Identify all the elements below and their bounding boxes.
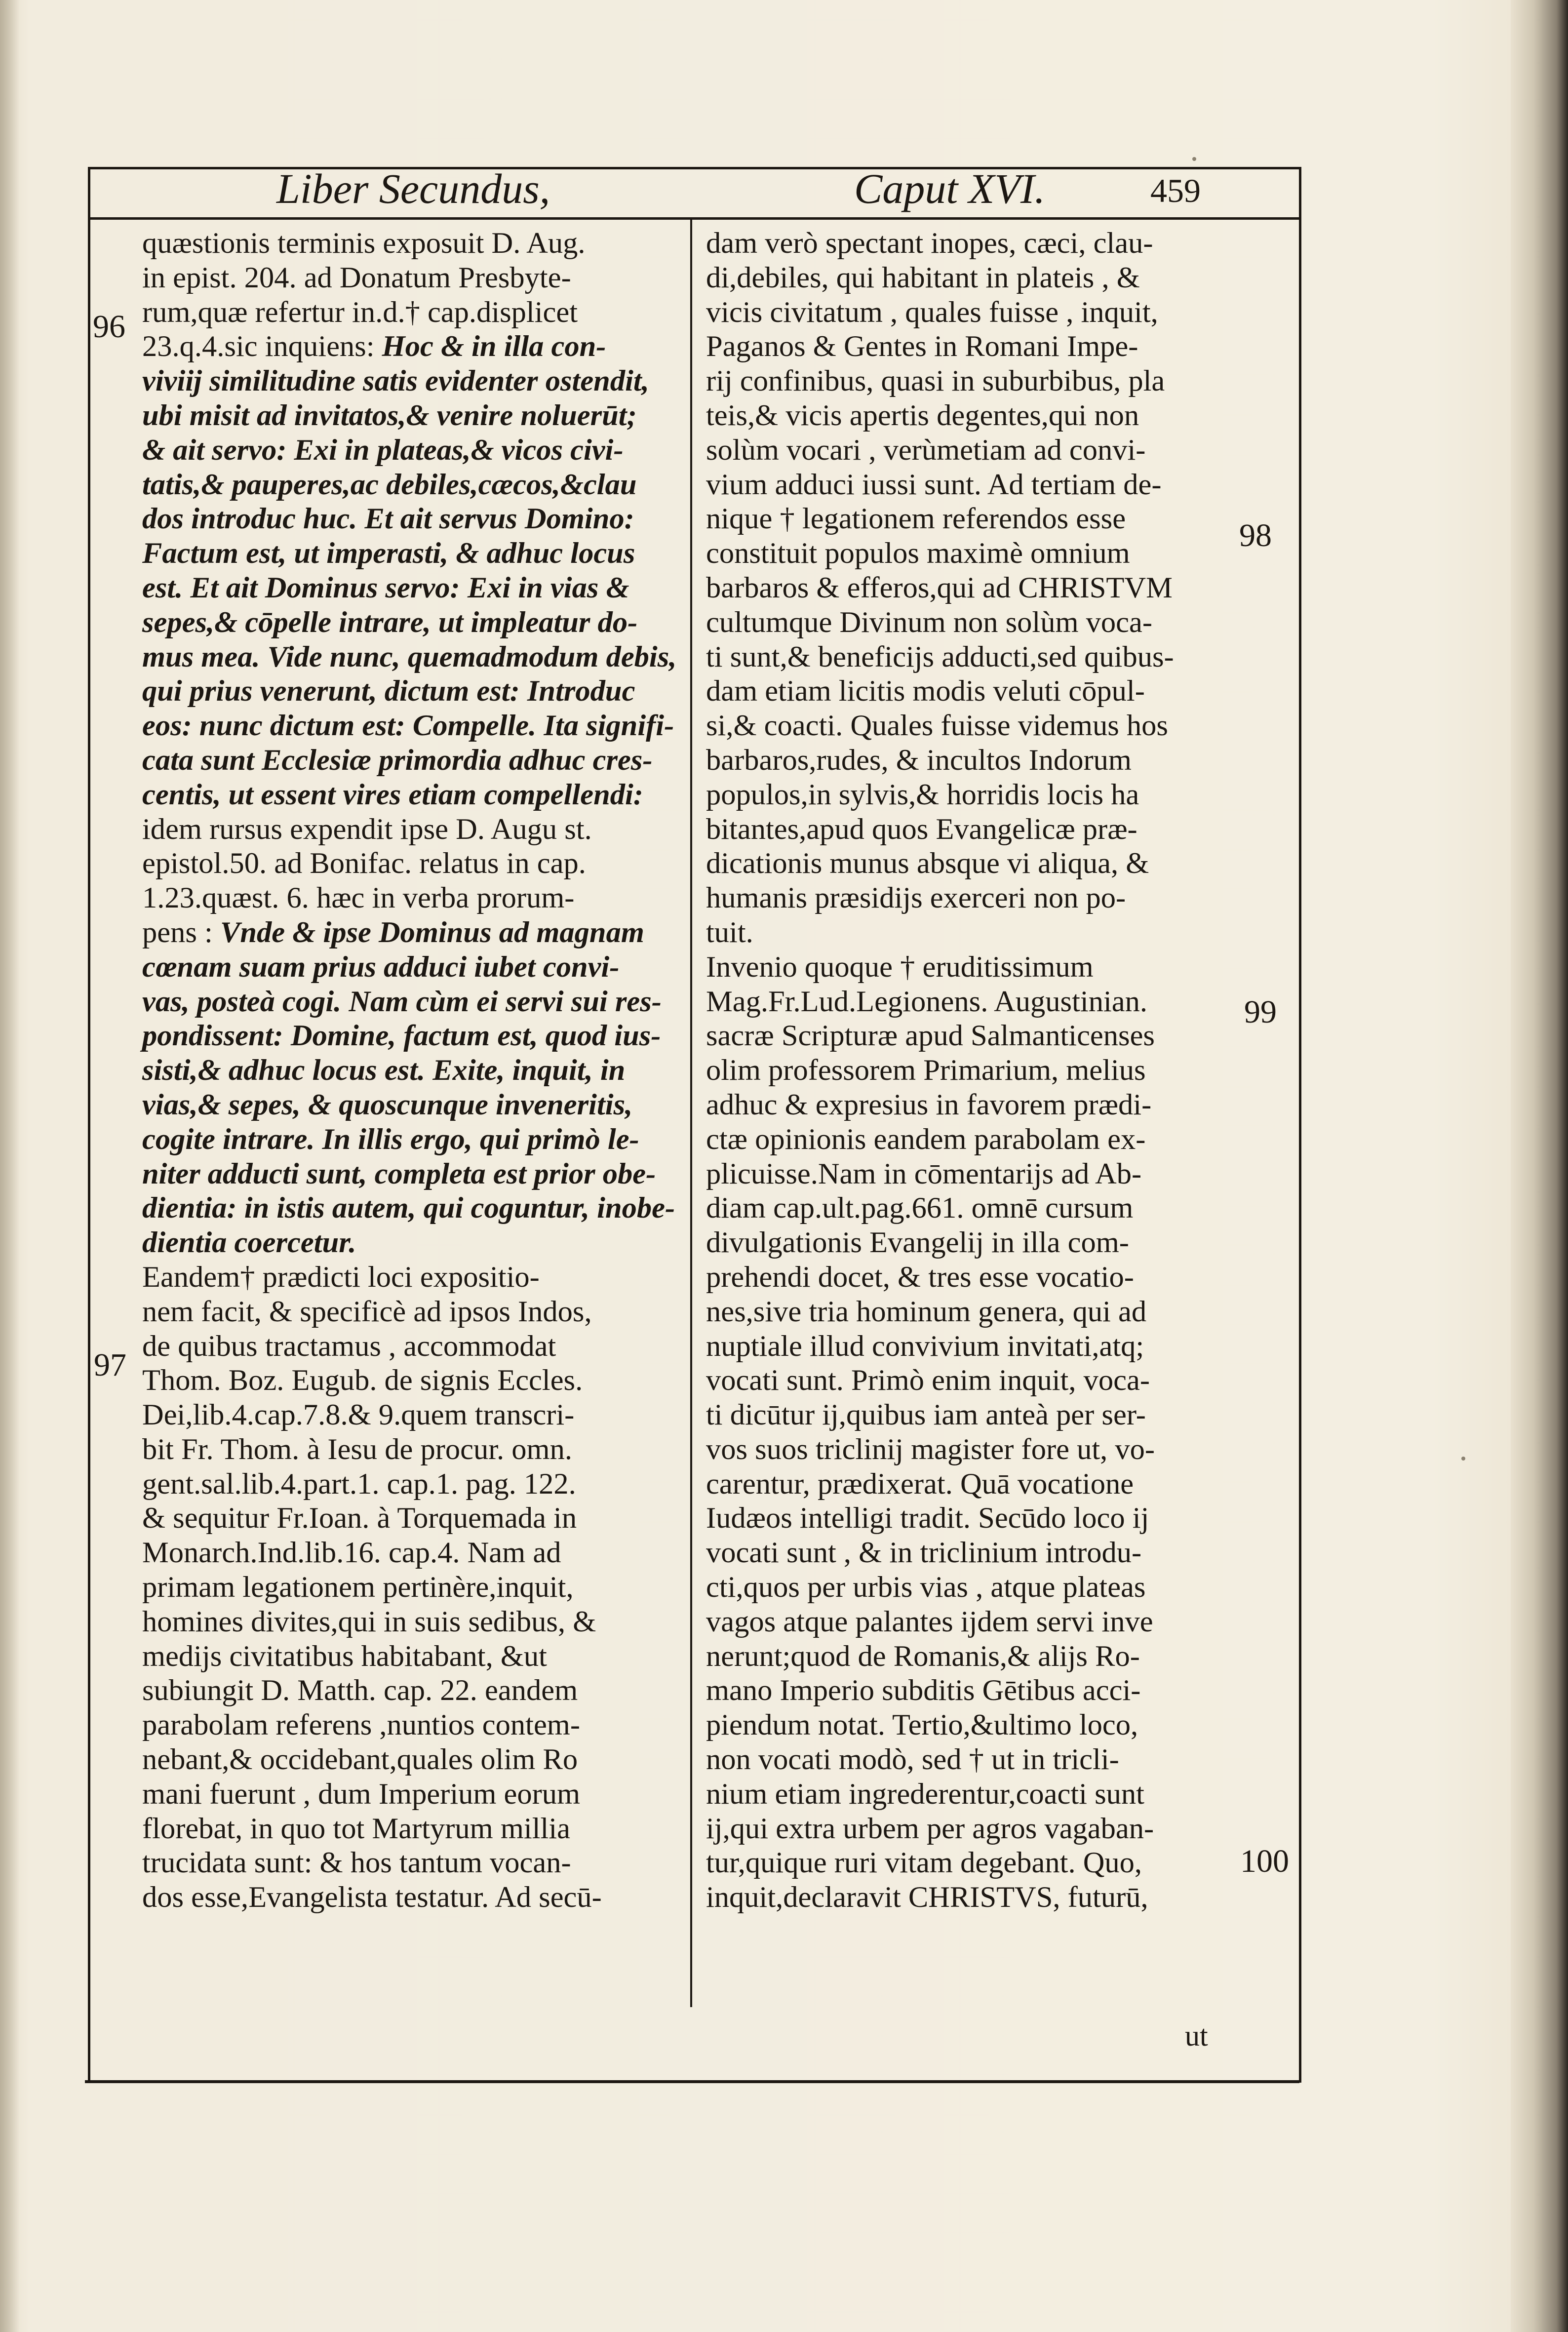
text-line — [142, 1812, 680, 1846]
text-line: piendum notat. Tertio,&ultimo loco, — [706, 1708, 1138, 1742]
text-line — [142, 1157, 680, 1191]
text-line — [142, 571, 680, 605]
text-line: constituit populos maximè omnium — [706, 537, 1130, 570]
text-line — [142, 1708, 680, 1742]
text-line — [142, 778, 680, 812]
italic-quotation: pondissent: Domine, factum est, quod ius- — [142, 1019, 661, 1053]
text-line — [142, 812, 680, 847]
margin-number: 96 — [93, 309, 125, 345]
text-line: ij,qui extra urbem per agros vagaban- — [706, 1812, 1154, 1845]
text-line — [142, 1501, 680, 1536]
italic-quotation: eos: nunc dictum est: Compelle. Ita signifi- — [142, 709, 674, 743]
roman-text: nem facit, & specificè ad ipsos Indos, — [142, 1295, 592, 1328]
text-line: mano Imperio subditis Gētibus acci- — [706, 1674, 1141, 1707]
margin-number: 97 — [94, 1347, 126, 1383]
text-line — [142, 985, 680, 1019]
text-line — [142, 950, 680, 985]
text-line: bitantes,apud quos Evangelicæ præ- — [706, 812, 1137, 846]
text-line — [142, 1742, 680, 1777]
text-line — [142, 1053, 680, 1088]
text-line: barbaros,rudes, & incultos Indorum — [706, 743, 1132, 777]
running-head-left: Liber Secundus, — [276, 165, 550, 212]
text-line: nique † legationem referendos esse — [706, 502, 1126, 536]
text-line: solùm vocari , verùmetiam ad convi- — [706, 433, 1146, 467]
text-line: vocati sunt , & in triclinium introdu- — [706, 1536, 1142, 1570]
text-line — [142, 1846, 680, 1880]
text-line: Iudæos intelligi tradit. Secūdo loco ij — [706, 1502, 1149, 1535]
roman-text: dos esse,Evangelista testatur. Ad secū- — [142, 1881, 602, 1914]
italic-quotation: cogite intrare. In illis ergo, qui primò le- — [142, 1122, 639, 1156]
text-line: ti dicūtur ij,quibus iam anteà per ser- — [706, 1398, 1146, 1432]
text-line: teis,& vicis apertis degentes,qui non — [706, 398, 1139, 432]
footer-rule — [85, 2080, 1299, 2083]
italic-quotation: vias,& sepes, & quoscunque inveneritis, — [142, 1088, 633, 1121]
roman-text: & sequitur Fr.Ioan. à Torquemada in — [142, 1502, 577, 1535]
text-line: ti sunt,& beneficijs adducti,sed quibus- — [706, 640, 1174, 673]
paper-speck — [1461, 1457, 1465, 1461]
text-line — [142, 846, 680, 881]
roman-text: idem rursus expendit ipse D. Augu st. — [142, 812, 592, 846]
italic-quotation: & ait servo: Exi in plateas,& vicos civi- — [142, 433, 624, 467]
text-line — [142, 398, 680, 433]
text-line: cti,quos per urbis vias , atque plateas — [706, 1571, 1146, 1604]
text-line — [142, 709, 680, 743]
page-edge-shadow — [0, 0, 20, 2332]
italic-quotation: cœnam suam prius adduci iubet convi- — [142, 950, 620, 984]
roman-text: mani fuerunt , dum Imperium eorum — [142, 1777, 581, 1811]
text-line — [142, 1398, 680, 1432]
roman-text: rum,quæ refertur in.d.† cap.displicet — [142, 295, 578, 329]
text-line: di,debiles, qui habitant in plateis , & — [706, 261, 1140, 294]
text-line: humanis præsidijs exerceri non po- — [706, 881, 1126, 915]
text-line: populos,in sylvis,& horridis locis ha — [706, 778, 1139, 811]
text-line — [142, 1639, 680, 1674]
roman-text: Eandem† prædicti loci expositio- — [142, 1260, 540, 1294]
roman-text: 23.q.4.sic inquiens: — [142, 330, 382, 363]
roman-text: bit Fr. Thom. à Iesu de procur. omn. — [142, 1432, 572, 1466]
left-text-column — [142, 226, 680, 1915]
text-line — [142, 881, 680, 915]
italic-quotation: centis, ut essent vires etiam compellendi: — [142, 778, 643, 811]
text-line: tuit. — [706, 915, 753, 949]
roman-text: pens : — [142, 915, 220, 949]
text-line — [142, 1467, 680, 1502]
roman-text: quæstionis terminis exposuit D. Aug. — [142, 227, 586, 260]
text-line — [142, 1363, 680, 1398]
text-line: vium adduci iussi sunt. Ad tertiam de- — [706, 468, 1162, 501]
text-line — [142, 605, 680, 640]
text-line — [142, 1432, 680, 1467]
header-rule — [88, 217, 1299, 220]
text-line — [142, 640, 680, 674]
text-line: adhuc & expresius in favorem prædi- — [706, 1088, 1152, 1121]
text-line: Invenio quoque † eruditissimum — [706, 950, 1094, 984]
roman-text: parabolam referens ,nuntios contem- — [142, 1708, 580, 1742]
text-line — [142, 329, 680, 364]
italic-quotation: viviij similitudine satis evidenter ostendit, — [142, 364, 649, 398]
text-line: divulgationis Evangelij in illa com- — [706, 1226, 1129, 1260]
text-line: nium etiam ingrederentur,coacti sunt — [706, 1777, 1144, 1811]
roman-text: Monarch.Ind.lib.16. cap.4. Nam ad — [142, 1536, 561, 1570]
text-line: Mag.Fr.Lud.Legionens. Augustinian. — [706, 985, 1147, 1018]
italic-quotation: Vnde & ipse Dominus ad magnam — [220, 915, 644, 949]
text-line — [142, 743, 680, 778]
text-line: dam etiam licitis modis veluti cōpul- — [706, 674, 1145, 708]
italic-quotation: dientia coercetur. — [142, 1226, 356, 1260]
italic-quotation: tatis,& pauperes,ac debiles,cæcos,&clau — [142, 468, 637, 501]
text-line: inquit,declaravit CHRISTVS, futurū, — [706, 1881, 1148, 1914]
italic-quotation: niter adducti sunt, completa est prior obe- — [142, 1157, 656, 1190]
roman-text: primam legationem pertinère,inquit, — [142, 1571, 574, 1604]
text-line — [142, 1191, 680, 1225]
column-divider — [690, 220, 692, 2007]
text-line — [142, 261, 680, 295]
text-line — [142, 226, 680, 261]
page-number: 459 — [1150, 172, 1201, 209]
italic-quotation: vas, posteà cogi. Nam cùm ei servi sui res- — [142, 985, 662, 1018]
roman-text: de quibus tractamus , accommodat — [142, 1329, 556, 1363]
roman-text: in epist. 204. ad Donatum Presbyte- — [142, 261, 571, 294]
text-line: vocati sunt. Primò enim inquit, voca- — [706, 1364, 1150, 1397]
text-line — [142, 536, 680, 571]
italic-quotation: cata sunt Ecclesiæ primordia adhuc cres- — [142, 743, 653, 777]
italic-quotation: mus mea. Vide nunc, quemadmodum debis, — [142, 640, 677, 673]
roman-text: 1.23.quæst. 6. hæc in verba prorum- — [142, 881, 575, 915]
text-line — [142, 915, 680, 950]
roman-text: subiungit D. Matth. cap. 22. eandem — [142, 1674, 578, 1707]
text-line — [142, 1260, 680, 1295]
text-line: prehendi docet, & tres esse vocatio- — [706, 1260, 1134, 1294]
text-line: vagos atque palantes ijdem servi inve — [706, 1605, 1153, 1638]
text-line — [142, 1673, 680, 1708]
italic-quotation: est. Et ait Dominus servo: Exi in vias & — [142, 571, 629, 604]
text-line — [142, 1880, 680, 1915]
text-line — [142, 1295, 680, 1329]
running-head-right: Caput XVI. — [854, 165, 1045, 212]
text-line — [142, 433, 680, 468]
text-line — [142, 1777, 680, 1812]
text-line — [142, 1088, 680, 1122]
text-line: nerunt;quod de Romanis,& alijs Ro- — [706, 1639, 1140, 1673]
roman-text: medijs civitatibus habitabant, &ut — [142, 1639, 547, 1673]
italic-quotation: sisti,& adhuc locus est. Exite, inquit, in — [142, 1054, 626, 1087]
roman-text: trucidata sunt: & hos tantum vocan- — [142, 1846, 571, 1880]
text-line: ctæ opinionis eandem parabolam ex- — [706, 1122, 1146, 1156]
text-line — [142, 1605, 680, 1639]
italic-quotation: ubi misit ad invitatos,& venire noluerūt; — [142, 398, 637, 432]
text-line: diam cap.ult.pag.661. omnē cursum — [706, 1191, 1134, 1225]
roman-text: epistol.50. ad Bonifac. relatus in cap. — [142, 847, 586, 880]
text-line — [142, 1225, 680, 1260]
text-line: si,& coacti. Quales fuisse videmus hos — [706, 709, 1168, 743]
paper-speck — [1192, 157, 1196, 161]
roman-text: nebant,& occidebant,quales olim Ro — [142, 1743, 578, 1777]
roman-text: Thom. Boz. Eugub. de signis Eccles. — [142, 1364, 583, 1397]
text-line — [142, 1019, 680, 1053]
text-line: non vocati modò, sed † ut in tricli- — [706, 1743, 1119, 1777]
roman-text: florebat, in quo tot Martyrum millia — [142, 1812, 570, 1845]
text-line — [142, 364, 680, 398]
italic-quotation: dientia: in istis autem, qui coguntur, inobe- — [142, 1191, 675, 1225]
text-line: Paganos & Gentes in Romani Impe- — [706, 330, 1138, 363]
text-line: nes,sive tria hominum genera, qui ad — [706, 1295, 1147, 1328]
text-line: sacræ Scripturæ apud Salmanticenses — [706, 1019, 1155, 1053]
roman-text: homines divites,qui in suis sedibus, & — [142, 1605, 596, 1638]
text-line — [142, 295, 680, 330]
text-line: dam verò spectant inopes, cæci, clau- — [706, 227, 1153, 260]
text-line — [142, 468, 680, 502]
text-line — [142, 674, 680, 709]
italic-quotation: qui prius venerunt, dictum est: Introduc — [142, 674, 635, 708]
italic-quotation: Factum est, ut imperasti, & adhuc locus — [142, 537, 635, 570]
text-line: olim professorem Primarium, melius — [706, 1054, 1146, 1087]
text-line: nuptiale illud convivium invitati,atq; — [706, 1329, 1144, 1363]
text-line: vos suos triclinij magister fore ut, vo- — [706, 1432, 1155, 1466]
catchword: ut — [1185, 2019, 1208, 2052]
text-line: plicuisse.Nam in cōmentarijs ad Ab- — [706, 1157, 1142, 1190]
italic-quotation: dos introduc huc. Et ait servus Domino: — [142, 502, 634, 536]
book-gutter — [1511, 0, 1568, 2332]
text-line: vicis civitatum , quales fuisse , inquit, — [706, 295, 1158, 329]
text-line: carentur, prædixerat. Quā vocatione — [706, 1467, 1134, 1501]
roman-text: Dei,lib.4.cap.7.8.& 9.quem transcri- — [142, 1398, 575, 1432]
margin-number: 99 — [1244, 994, 1277, 1030]
italic-quotation: Hoc & in illa con- — [382, 330, 606, 363]
right-text-column — [706, 226, 1219, 1915]
roman-text: gent.sal.lib.4.part.1. cap.1. pag. 122. — [142, 1467, 576, 1501]
text-line — [142, 1122, 680, 1157]
margin-number: 98 — [1239, 517, 1272, 553]
text-line: barbaros & efferos,qui ad CHRISTVM — [706, 571, 1173, 604]
italic-quotation: sepes,& cōpelle intrare, ut impleatur do- — [142, 605, 638, 639]
text-line — [142, 1329, 680, 1364]
text-line: dicationis munus absque vi aliqua, & — [706, 847, 1149, 880]
margin-number: 100 — [1240, 1843, 1289, 1879]
text-line: rij confinibus, quasi in suburbibus, pla — [706, 364, 1165, 398]
text-line: cultumque Divinum non solùm voca- — [706, 605, 1153, 639]
text-line — [142, 502, 680, 536]
text-line — [142, 1570, 680, 1605]
text-line — [142, 1536, 680, 1570]
text-line: tur,quique ruri vitam degebant. Quo, — [706, 1846, 1142, 1880]
